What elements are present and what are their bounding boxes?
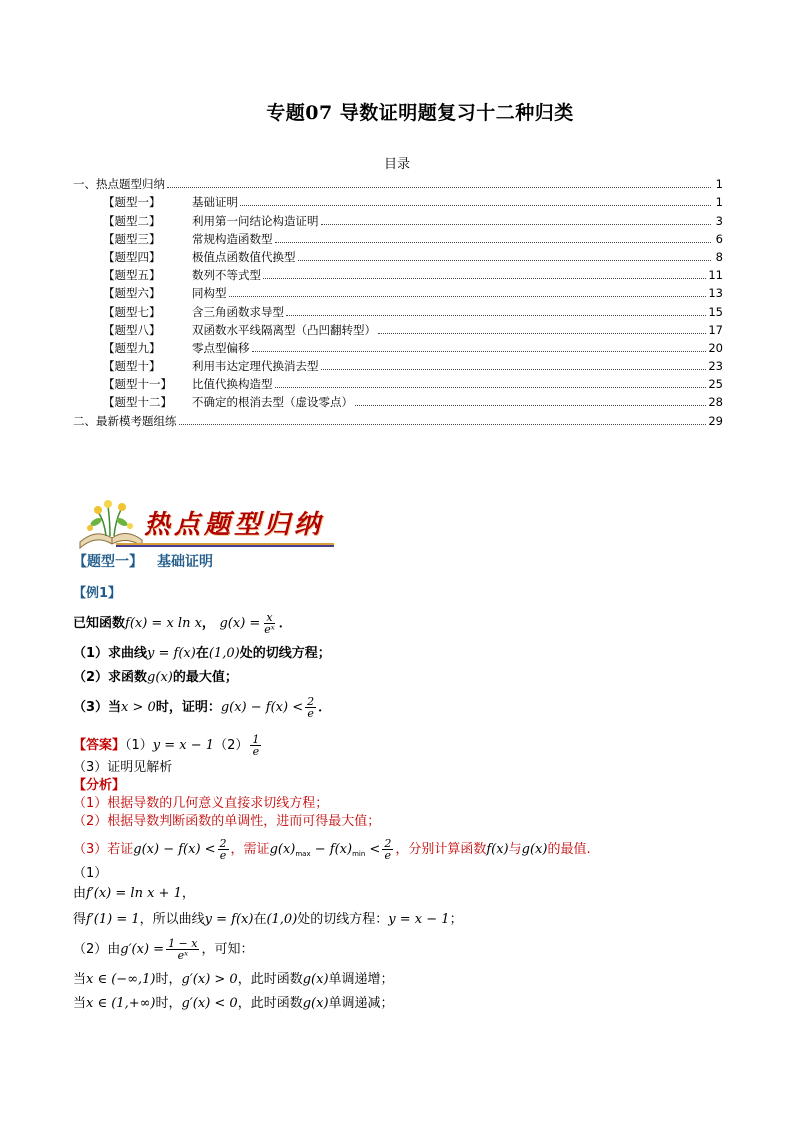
toc-tag: 【题型六】 bbox=[103, 286, 161, 301]
toc-label: 利用韦达定理代换消去型 bbox=[192, 359, 319, 374]
analysis-3: （3）若证g(x) − f(x) < $\frac{2}{e}$ ，需证$g(x)_{max} - f(x)_{min}$ < $\frac{2}{e}$ ，分别计算函数f(x)与g(x)的最值. bbox=[73, 837, 591, 862]
toc-label: 常规构造函数型 bbox=[192, 231, 273, 246]
toc-leader-dots bbox=[167, 186, 711, 188]
toc-label: 基础证明 bbox=[192, 195, 238, 210]
toc-tag: 【题型三】 bbox=[103, 231, 161, 246]
toc-leader-dots bbox=[321, 368, 707, 370]
analysis-2: （2）根据导数判断函数的单调性，进而可得最大值； bbox=[73, 814, 381, 829]
page-title: 专题07 导数证明题复习十二种归类 bbox=[266, 102, 574, 124]
toc-leader-dots bbox=[229, 295, 707, 297]
toc-page-number: 1 bbox=[715, 195, 723, 210]
toc-tag: 【题型四】 bbox=[103, 249, 161, 264]
toc-label: 双函数水平线隔离型（凸凹翻转型） bbox=[192, 322, 376, 337]
question-2: （2）求函数g(x)的最大值； bbox=[73, 670, 238, 685]
toc-label: 利用第一问结论构造证明 bbox=[192, 213, 319, 228]
toc-page-number: 20 bbox=[708, 340, 723, 355]
toc-page-number: 11 bbox=[708, 268, 723, 283]
analysis-1: （1）根据导数的几何意义直接求切线方程； bbox=[73, 796, 329, 811]
solution-line-1: 由f′(x) = ln x + 1， bbox=[73, 886, 195, 901]
toc-label: 同构型 bbox=[192, 286, 227, 301]
toc-row[interactable] bbox=[73, 409, 723, 427]
toc-tag: 【题型七】 bbox=[103, 304, 161, 319]
toc-label: 不确定的根消去型（虚设零点） bbox=[192, 395, 353, 410]
banner-title: 热点题型归纳 bbox=[144, 510, 325, 540]
toc-page-number: 1 bbox=[715, 177, 723, 192]
solution-line-5: 当x ∈ (1,+∞)时，g′(x) < 0，此时函数g(x)单调递减； bbox=[73, 996, 394, 1011]
question-3: （3）当x > 0时，证明：g(x) − f(x) < $\frac{2}{e}$ ． bbox=[73, 695, 332, 720]
banner-underline-2 bbox=[116, 545, 334, 547]
answer-line: 【答案】（1）y = x − 1（2） $\frac{1}{e}$ bbox=[73, 733, 260, 758]
toc-label: 数列不等式型 bbox=[192, 268, 261, 283]
toc-row[interactable] bbox=[73, 337, 723, 355]
toc-leader-dots bbox=[275, 386, 707, 388]
toc-row[interactable] bbox=[73, 264, 723, 282]
toc-page-number: 17 bbox=[708, 322, 723, 337]
toc-leader-dots bbox=[275, 241, 712, 243]
toc-page-number: 23 bbox=[708, 359, 723, 374]
solution-line-3: （2）由g′(x) = $\frac{1 - x}{\text{eˣ}}$ ，可知： bbox=[73, 937, 254, 962]
example-label: 【例1】 bbox=[73, 586, 122, 601]
toc-leader-dots bbox=[321, 223, 712, 225]
toc-page-number: 29 bbox=[708, 413, 723, 428]
toc-leader-dots bbox=[263, 277, 706, 279]
toc-row[interactable] bbox=[73, 391, 723, 409]
section-tag: 【题型一】 bbox=[73, 554, 143, 570]
question-1: （1）求曲线y = f(x)在(1,0)处的切线方程； bbox=[73, 646, 331, 661]
toc-page-number: 13 bbox=[708, 286, 723, 301]
toc-label: 一、热点题型归纳 bbox=[73, 177, 165, 192]
toc-page-number: 6 bbox=[715, 231, 723, 246]
table-of-contents bbox=[73, 173, 723, 428]
section-banner bbox=[76, 498, 334, 550]
toc-leader-dots bbox=[179, 423, 707, 425]
toc-row[interactable] bbox=[73, 282, 723, 300]
toc-page-number: 25 bbox=[708, 377, 723, 392]
toc-tag: 【题型八】 bbox=[103, 322, 161, 337]
toc-label: 含三角函数求导型 bbox=[192, 304, 284, 319]
solution-part-1: （1） bbox=[73, 866, 108, 881]
toc-row[interactable] bbox=[73, 209, 723, 227]
toc-page-number: 8 bbox=[715, 249, 723, 264]
toc-page-number: 15 bbox=[708, 304, 723, 319]
analysis-label: 【分析】 bbox=[73, 778, 126, 793]
toc-leader-dots bbox=[240, 204, 711, 206]
toc-row[interactable] bbox=[73, 300, 723, 318]
toc-row[interactable] bbox=[73, 319, 723, 337]
toc-row[interactable] bbox=[73, 373, 723, 391]
toc-label: 极值点函数值代换型 bbox=[192, 249, 296, 264]
toc-leader-dots bbox=[252, 350, 707, 352]
solution-line-4: 当x ∈ (−∞,1)时，g′(x) > 0，此时函数g(x)单调递增； bbox=[73, 972, 394, 987]
toc-row[interactable] bbox=[73, 228, 723, 246]
toc-leader-dots bbox=[298, 259, 712, 261]
toc-tag: 【题型五】 bbox=[103, 268, 161, 283]
toc-tag: 【题型十二】 bbox=[103, 395, 172, 410]
answer-3: （3）证明见解析 bbox=[73, 760, 173, 775]
toc-page-number: 28 bbox=[708, 395, 723, 410]
section-name: 基础证明 bbox=[157, 554, 213, 570]
toc-tag: 【题型九】 bbox=[103, 340, 161, 355]
toc-leader-dots bbox=[378, 332, 706, 334]
toc-row[interactable] bbox=[73, 355, 723, 373]
toc-leader-dots bbox=[286, 314, 706, 316]
toc-page-number: 3 bbox=[715, 213, 723, 228]
toc-tag: 【题型十一】 bbox=[103, 377, 172, 392]
toc-label: 零点型偏移 bbox=[192, 340, 250, 355]
example-given: 已知函数f(x) = x ln x， g(x) = $\frac{x}{\text{eˣ}}$ ． bbox=[73, 611, 292, 636]
section-heading bbox=[73, 551, 213, 571]
solution-line-2: 得f′(1) = 1，所以曲线y = f(x)在(1,0)处的切线方程：y = x − 1； bbox=[73, 912, 463, 927]
toc-leader-dots bbox=[355, 404, 706, 406]
toc-tag: 【题型一】 bbox=[103, 195, 161, 210]
toc-row[interactable] bbox=[73, 246, 723, 264]
toc-row[interactable] bbox=[73, 191, 723, 209]
toc-tag: 【题型十】 bbox=[103, 359, 161, 374]
toc-row[interactable] bbox=[73, 173, 723, 191]
toc-label: 二、最新模考题组练 bbox=[73, 413, 177, 428]
toc-tag: 【题型二】 bbox=[103, 213, 161, 228]
toc-heading: 目录 bbox=[383, 157, 410, 172]
toc-label: 比值代换构造型 bbox=[192, 377, 273, 392]
